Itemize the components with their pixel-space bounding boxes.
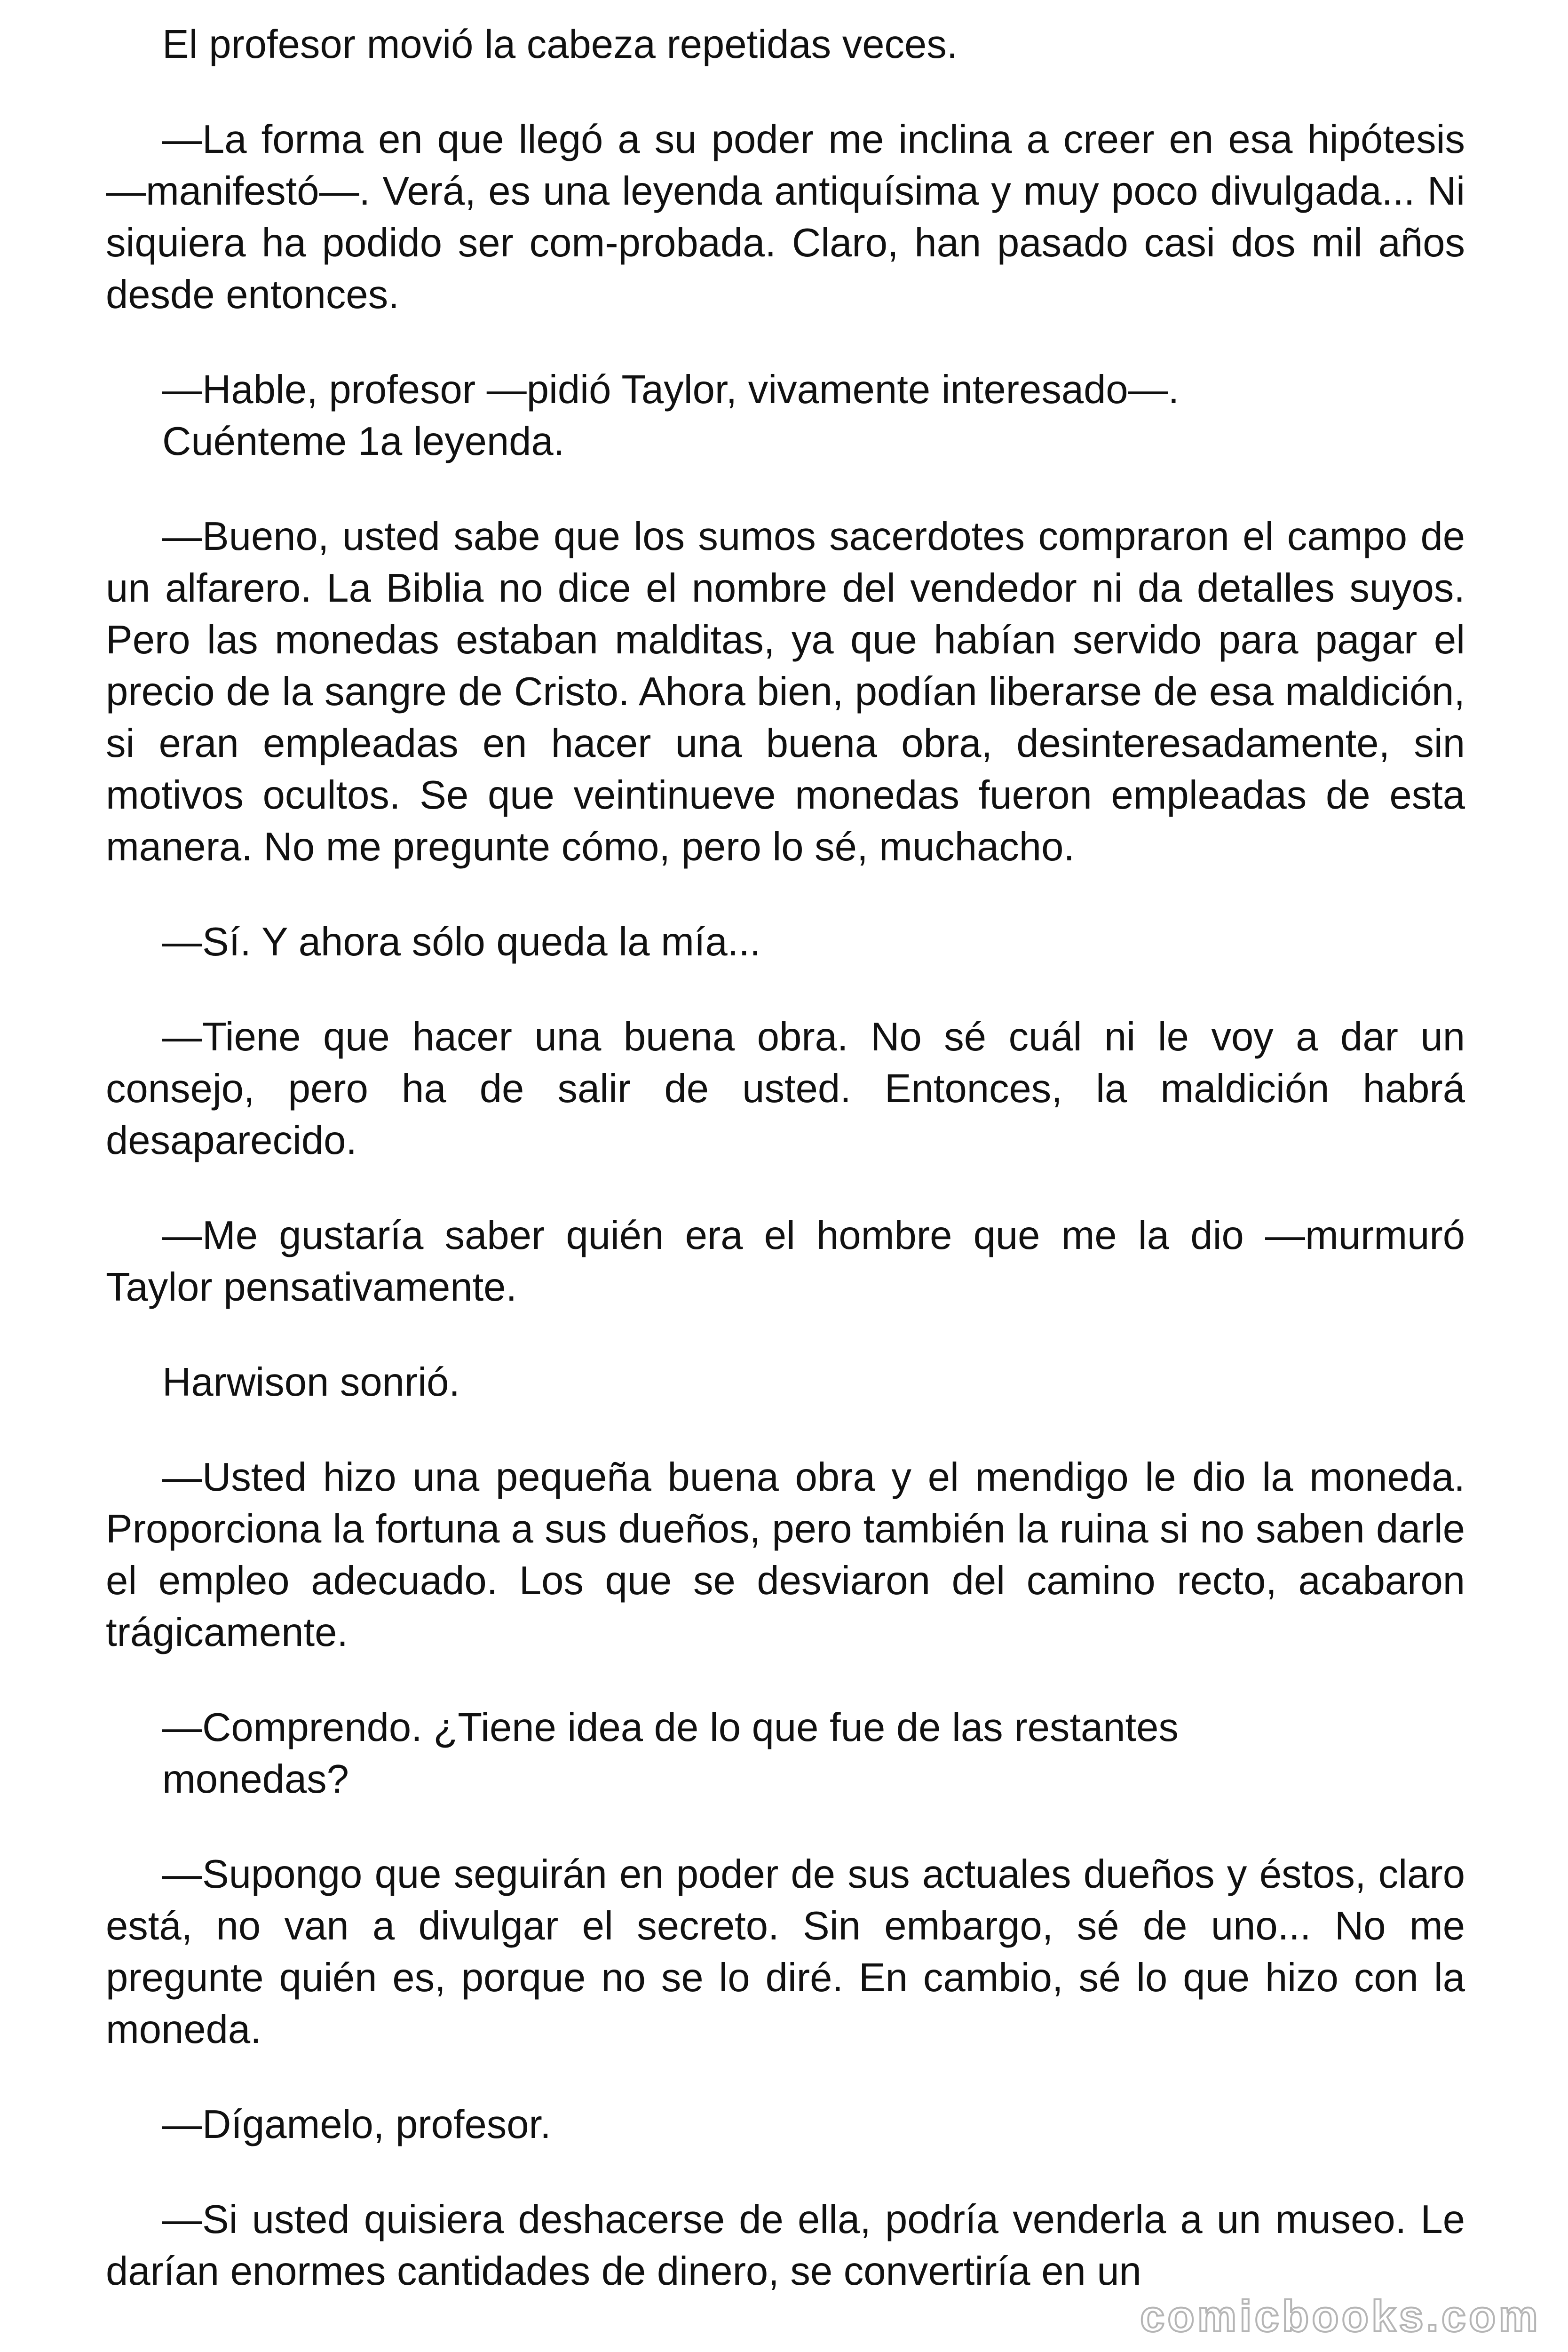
paragraph: Harwison sonrió. — [162, 1360, 460, 1405]
paragraph: —Bueno, usted sabe que los sumos sacerdotes compraron el campo de un alfarero. La Biblia no dice el nombre del vendedor ni da detalles suyos. Pero las monedas estaban malditas, ya que habían servido para pagar el precio de la sangre de Cristo. Ahora bien, podían liberarse de esa maldición, si eran empleadas en hacer una buena obra, desinteresadamente, sin motivos ocultos. Se que veintinueve monedas fueron empleadas de esta manera. No me pregunte cómo, pero lo sé, muchacho. — [106, 514, 1465, 869]
paragraph: —Supongo que seguirán en poder de sus actuales dueños y éstos, claro está, no van a divulgar el secreto. Sin embargo, sé de uno... No me pregunte quién es, porque no se lo diré. En cambio, sé lo que hizo con la moneda. — [106, 1852, 1465, 2052]
paragraph: —Tiene que hacer una buena obra. No sé cuál ni le voy a dar un consejo, pero ha de salir de usted. Entonces, la maldición habrá desaparecido. — [106, 1015, 1465, 1163]
paragraph: —Usted hizo una pequeña buena obra y el mendigo le dio la moneda. Proporciona la fortuna a sus dueños, pero también la ruina si no saben darle el empleo adecuado. Los que se desviaron del camino recto, acabaron trágicamente. — [106, 1455, 1465, 1655]
body-text — [106, 19, 1465, 2341]
paragraph: —Comprendo. ¿Tiene idea de lo que fue de las restantes — [162, 1705, 1179, 1750]
paragraph-continuation: monedas? — [162, 1757, 349, 1802]
paragraph: El profesor movió la cabeza repetidas veces. — [162, 22, 958, 67]
paragraph: —Hable, profesor —pidió Taylor, vivamente interesado—. — [162, 367, 1180, 412]
paragraph: —La forma en que llegó a su poder me inclina a creer en esa hipótesis —manifestó—. Verá, es una leyenda antiquísima y muy poco divulgada... Ni siquiera ha podido ser com-probada. Claro, han pasado casi dos mil años desde entonces. — [106, 117, 1465, 317]
paragraph: —Sí. Y ahora sólo queda la mía... — [162, 920, 761, 964]
paragraph: —Me gustaría saber quién era el hombre que me la dio —murmuró Taylor pensativamente. — [106, 1213, 1465, 1310]
paragraph: —Dígamelo, profesor. — [162, 2102, 551, 2147]
watermark-logo: comicbooks.com — [1140, 2291, 1541, 2341]
paragraph-continuation: Cuénteme 1a leyenda. — [162, 419, 565, 464]
paragraph: —Si usted quisiera deshacerse de ella, podría venderla a un museo. Le darían enormes cantidades de dinero, se convertiría en un — [106, 2197, 1465, 2294]
